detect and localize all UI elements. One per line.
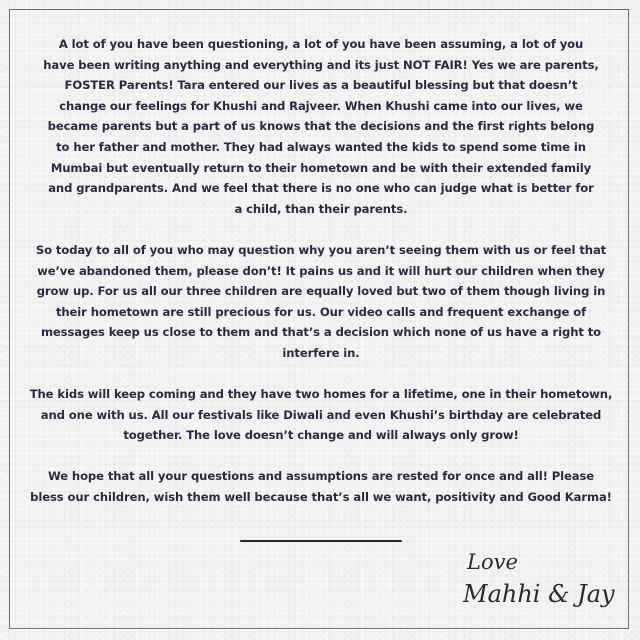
paragraph-line: we’ve abandoned them, please don’t! It pains us and it will hurt our children when they xyxy=(37,263,605,278)
paragraph-line: We hope that all your questions and assumptions are rested for once and all! Please xyxy=(47,469,595,484)
paragraph-line: and grandparents. And we feel that there is no one who can judge what is better for xyxy=(48,181,594,196)
paragraph-line: and one with us. All our festivals like Diwali and even Khushi’s birthday are celebrated xyxy=(40,407,602,422)
paragraph-line: change our feelings for Khushi and Rajveer. When Khushi came into our lives, we xyxy=(59,98,583,113)
paragraph-3 xyxy=(24,384,618,446)
paragraph-4 xyxy=(24,466,618,507)
paragraph-line: have been writing anything and everything and its just NOT FAIR! Yes we are parents, xyxy=(43,57,599,72)
paragraph-line: The kids will keep coming and they have two homes for a lifetime, one in their hometown, xyxy=(29,387,613,402)
divider-line xyxy=(240,540,402,542)
paragraph-line: bless our children, wish them well because that’s all we want, positivity and Good Karma! xyxy=(30,490,612,505)
paragraph-line: interfere in. xyxy=(282,345,360,360)
paragraph-line: grow up. For us all our three children are equally loved but two of them though living in xyxy=(36,284,606,299)
paragraph-line: a child, than their parents. xyxy=(234,201,408,216)
letter-body xyxy=(24,34,618,528)
paragraph-1 xyxy=(24,34,618,219)
paragraph-line: to her father and mother. They had always wanted the kids to spend some time in xyxy=(56,139,586,154)
paragraph-line: their hometown are still precious for us. Our video calls and frequent exchange of xyxy=(55,304,587,319)
signature-love: Love xyxy=(467,550,518,574)
paragraph-line: A lot of you have been questioning, a lot of you have been assuming, a lot of you xyxy=(58,37,584,51)
paragraph-line: became parents but a part of us knows that the decisions and the first rights belong xyxy=(47,119,595,134)
paragraph-line: together. The love doesn’t change and will always only grow! xyxy=(123,428,519,443)
paragraph-line: messages keep us close to them and that’s a decision which none of us have a right to xyxy=(40,325,602,340)
signature-names: Mahhi & Jay xyxy=(463,580,615,608)
paragraph-line: Mumbai but eventually return to their hometown and be with their extended family xyxy=(50,160,592,175)
paragraph-line: So today to all of you who may question why you aren’t seeing them with us or feel that xyxy=(35,242,607,257)
paragraph-line: FOSTER Parents! Tara entered our lives as a beautiful blessing but that doesn’t xyxy=(64,78,578,93)
signature xyxy=(463,550,623,620)
paragraph-2 xyxy=(24,240,618,364)
